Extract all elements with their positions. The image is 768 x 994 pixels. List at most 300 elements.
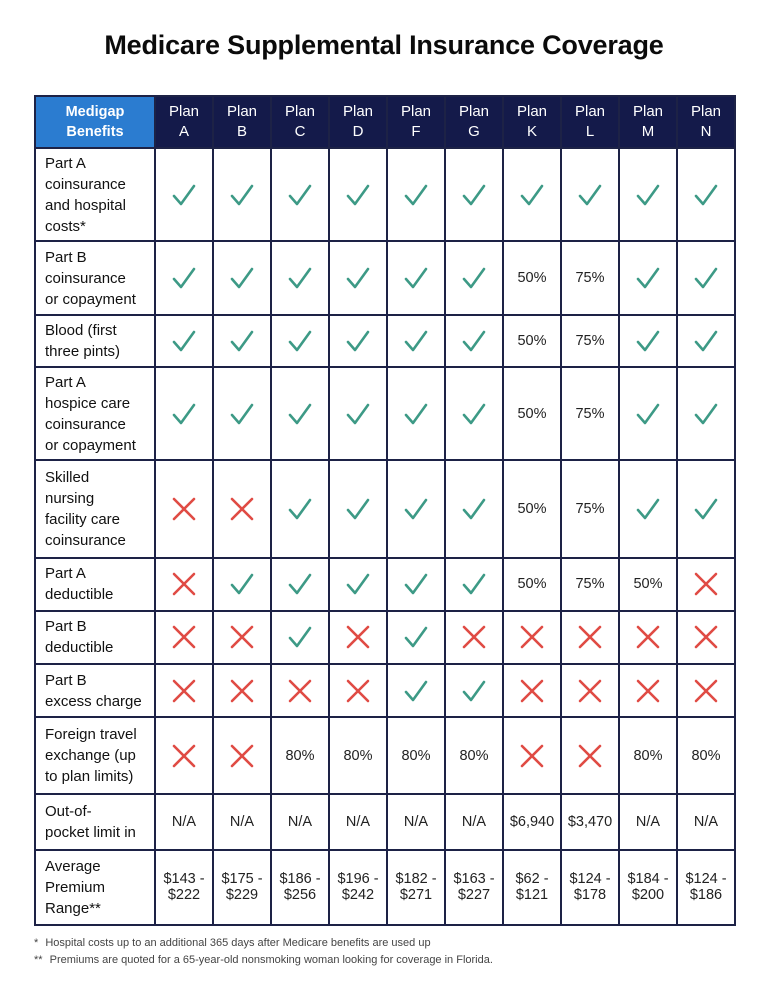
- footnote-mark: *: [34, 937, 39, 949]
- coverage-cell: [445, 558, 503, 611]
- coverage-cell: [387, 850, 445, 925]
- benefit-name-cell: [35, 558, 155, 611]
- premium-line: $175 -: [221, 871, 263, 888]
- checkmark-icon: [691, 180, 721, 210]
- coverage-cell: [155, 558, 213, 611]
- benefit-line: hospice care: [45, 394, 131, 412]
- coverage-cell: [503, 241, 561, 314]
- coverage-cell: [387, 664, 445, 717]
- coverage-cell: [329, 241, 387, 314]
- coverage-value: N/A: [345, 814, 371, 831]
- checkmark-icon: [401, 180, 431, 210]
- coverage-cell: [619, 148, 677, 241]
- coverage-cell: [387, 367, 445, 460]
- coverage-cell: [503, 367, 561, 460]
- table-row: [35, 460, 735, 557]
- coverage-cell: [155, 367, 213, 460]
- premium-line: $222: [167, 887, 201, 904]
- coverage-cell: [271, 611, 329, 664]
- plan-letter: C: [294, 123, 306, 140]
- premium-line: $143 -: [163, 871, 205, 888]
- coverage-value: 50%: [633, 576, 663, 593]
- coverage-cell: [561, 148, 619, 241]
- coverage-cell: [329, 460, 387, 557]
- plan-b-header: [213, 96, 271, 148]
- coverage-cell: [387, 315, 445, 367]
- coverage-cell: [271, 664, 329, 717]
- table-header-row: [35, 96, 735, 148]
- benefit-line: Part B: [45, 618, 87, 636]
- premium-line: $242: [341, 887, 375, 904]
- checkmark-icon: [285, 569, 315, 599]
- coverage-cell: [677, 148, 735, 241]
- checkmark-icon: [633, 326, 663, 356]
- coverage-cell: [503, 794, 561, 849]
- coverage-cell: [271, 367, 329, 460]
- checkmark-icon: [343, 399, 373, 429]
- checkmark-icon: [691, 399, 721, 429]
- cross-icon: [691, 622, 721, 652]
- benefit-line: Blood (first: [45, 321, 117, 339]
- benefit-line: coinsurance: [45, 175, 126, 193]
- checkmark-icon: [401, 494, 431, 524]
- plan-letter: A: [178, 123, 189, 140]
- coverage-value: 50%: [517, 500, 547, 517]
- plan-label: Plan: [342, 103, 374, 120]
- checkmark-icon: [401, 326, 431, 356]
- coverage-cell: [619, 717, 677, 794]
- plan-letter: F: [411, 123, 421, 140]
- coverage-value: 50%: [517, 576, 547, 593]
- coverage-cell: [445, 460, 503, 557]
- coverage-cell: [155, 717, 213, 794]
- coverage-cell: [155, 241, 213, 314]
- coverage-cell: [619, 850, 677, 925]
- coverage-value: 80%: [691, 747, 721, 764]
- coverage-table: [34, 95, 736, 926]
- coverage-cell: [155, 664, 213, 717]
- checkmark-icon: [227, 399, 257, 429]
- coverage-cell: [387, 558, 445, 611]
- plan-label: Plan: [226, 103, 258, 120]
- coverage-cell: [213, 367, 271, 460]
- coverage-cell: [677, 367, 735, 460]
- premium-line: $196 -: [337, 871, 379, 888]
- coverage-value: $3,470: [567, 814, 613, 831]
- coverage-cell: [271, 241, 329, 314]
- checkmark-icon: [227, 326, 257, 356]
- coverage-value: 75%: [575, 270, 605, 286]
- checkmark-icon: [285, 399, 315, 429]
- coverage-cell: [503, 717, 561, 794]
- coverage-cell: [213, 794, 271, 849]
- coverage-cell: [445, 664, 503, 717]
- checkmark-icon: [459, 569, 489, 599]
- premium-line: $182 -: [395, 871, 437, 888]
- plan-letter: K: [526, 123, 537, 140]
- coverage-cell: [213, 664, 271, 717]
- coverage-cell: [155, 460, 213, 557]
- coverage-cell: [213, 850, 271, 925]
- checkmark-icon: [169, 326, 199, 356]
- plan-label: Plan: [574, 103, 606, 120]
- table-row: [35, 315, 735, 367]
- coverage-cell: [677, 794, 735, 849]
- coverage-cell: [271, 850, 329, 925]
- plan-c-header: [271, 96, 329, 148]
- coverage-cell: [561, 558, 619, 611]
- coverage-cell: [387, 241, 445, 314]
- coverage-cell: [503, 664, 561, 717]
- coverage-cell: [329, 717, 387, 794]
- coverage-cell: [329, 367, 387, 460]
- coverage-cell: [619, 611, 677, 664]
- page-title: Medicare Supplemental Insurance Coverage: [104, 30, 664, 60]
- cross-icon: [343, 622, 373, 652]
- benefit-line: excess charge: [45, 692, 142, 710]
- footnote-mark: **: [34, 954, 43, 966]
- coverage-value: 50%: [517, 270, 547, 286]
- coverage-value: N/A: [461, 814, 487, 831]
- coverage-value: N/A: [229, 814, 255, 831]
- coverage-value: 75%: [575, 500, 605, 517]
- benefit-line: three pints): [45, 342, 121, 360]
- benefit-line: pocket limit in: [45, 824, 136, 842]
- coverage-cell: [445, 367, 503, 460]
- plan-label: Plan: [632, 103, 664, 120]
- checkmark-icon: [459, 676, 489, 706]
- coverage-cell: [503, 148, 561, 241]
- coverage-cell: [445, 241, 503, 314]
- benefit-name-cell: [35, 460, 155, 557]
- coverage-value: 75%: [575, 576, 605, 593]
- table-row: [35, 717, 735, 794]
- coverage-cell: [503, 611, 561, 664]
- plan-m-header: [619, 96, 677, 148]
- premium-line: $271: [399, 887, 433, 904]
- checkmark-icon: [691, 494, 721, 524]
- checkmark-icon: [227, 569, 257, 599]
- plan-label: Plan: [284, 103, 316, 120]
- coverage-value: 80%: [633, 747, 663, 764]
- benefit-line: deductible: [45, 586, 114, 604]
- cross-icon: [343, 676, 373, 706]
- checkmark-icon: [575, 180, 605, 210]
- coverage-cell: [155, 611, 213, 664]
- checkmark-icon: [285, 263, 315, 293]
- premium-line: $184 -: [627, 871, 669, 888]
- coverage-cell: [213, 241, 271, 314]
- coverage-cell: [271, 717, 329, 794]
- plan-k-header: [503, 96, 561, 148]
- coverage-cell: [155, 148, 213, 241]
- coverage-cell: [561, 717, 619, 794]
- coverage-cell: [213, 460, 271, 557]
- benefit-line: Part B: [45, 248, 87, 266]
- benefit-line: Range**: [45, 899, 101, 917]
- footnote-text: Hospital costs up to an additional 365 days after Medicare benefits are used up: [45, 937, 431, 949]
- checkmark-icon: [343, 263, 373, 293]
- coverage-value: N/A: [693, 814, 719, 831]
- cross-icon: [227, 494, 257, 524]
- coverage-cell: [561, 611, 619, 664]
- checkmark-icon: [285, 326, 315, 356]
- benefit-line: or copayment: [45, 436, 136, 454]
- checkmark-icon: [633, 263, 663, 293]
- cross-icon: [459, 622, 489, 652]
- plan-label: Plan: [168, 103, 200, 120]
- coverage-cell: [387, 148, 445, 241]
- table-row: [35, 241, 735, 314]
- premium-line: $62 -: [515, 871, 549, 888]
- plan-l-header: [561, 96, 619, 148]
- coverage-cell: [561, 794, 619, 849]
- table-row: [35, 794, 735, 849]
- benefit-name-cell: [35, 367, 155, 460]
- checkmark-icon: [343, 569, 373, 599]
- checkmark-icon: [401, 569, 431, 599]
- benefit-name-cell: [35, 664, 155, 717]
- cross-icon: [169, 676, 199, 706]
- premium-line: $186: [689, 887, 723, 904]
- checkmark-icon: [459, 263, 489, 293]
- cross-icon: [169, 622, 199, 652]
- coverage-cell: [445, 611, 503, 664]
- premium-line: $256: [283, 887, 317, 904]
- coverage-cell: [445, 794, 503, 849]
- coverage-cell: [213, 611, 271, 664]
- coverage-cell: [619, 664, 677, 717]
- plan-label: Plan: [516, 103, 548, 120]
- coverage-cell: [677, 850, 735, 925]
- benefit-name-cell: [35, 241, 155, 314]
- coverage-value: 80%: [401, 747, 431, 764]
- coverage-cell: [677, 315, 735, 367]
- plan-label: Plan: [400, 103, 432, 120]
- coverage-value: 50%: [517, 332, 547, 349]
- coverage-cell: [329, 611, 387, 664]
- benefit-line: or copayment: [45, 290, 136, 308]
- coverage-cell: [213, 148, 271, 241]
- table-row: [35, 558, 735, 611]
- coverage-cell: [329, 664, 387, 717]
- plan-d-header: [329, 96, 387, 148]
- plan-label: Plan: [690, 103, 722, 120]
- coverage-value: 80%: [343, 747, 373, 764]
- benefit-line: Average: [45, 857, 101, 875]
- benefit-line: Foreign travel: [45, 726, 137, 744]
- cross-icon: [227, 622, 257, 652]
- cross-icon: [691, 569, 721, 599]
- checkmark-icon: [633, 399, 663, 429]
- plan-letter: M: [641, 123, 655, 140]
- cross-icon: [575, 622, 605, 652]
- coverage-cell: [445, 850, 503, 925]
- checkmark-icon: [343, 180, 373, 210]
- cross-icon: [285, 676, 315, 706]
- plan-n-header: [677, 96, 735, 148]
- benefit-line: Premium: [45, 878, 106, 896]
- coverage-cell: [329, 558, 387, 611]
- checkmark-icon: [401, 263, 431, 293]
- coverage-cell: [387, 611, 445, 664]
- benefit-name-cell: [35, 717, 155, 794]
- checkmark-icon: [343, 326, 373, 356]
- coverage-cell: [619, 558, 677, 611]
- coverage-cell: [677, 664, 735, 717]
- coverage-cell: [619, 460, 677, 557]
- benefit-line: to plan limits): [45, 768, 134, 786]
- coverage-cell: [677, 241, 735, 314]
- cross-icon: [169, 741, 199, 771]
- benefit-line: coinsurance: [45, 415, 126, 433]
- coverage-cell: [213, 717, 271, 794]
- benefit-line: nursing: [45, 489, 95, 507]
- checkmark-icon: [169, 399, 199, 429]
- coverage-value: N/A: [403, 814, 429, 831]
- premium-line: $186 -: [279, 871, 321, 888]
- cross-icon: [691, 676, 721, 706]
- coverage-value: N/A: [635, 814, 661, 831]
- benefit-line: Part B: [45, 671, 87, 689]
- coverage-cell: [503, 460, 561, 557]
- benefit-name-cell: [35, 315, 155, 367]
- plan-a-header: [155, 96, 213, 148]
- benefit-name-cell: [35, 794, 155, 849]
- coverage-cell: [387, 794, 445, 849]
- checkmark-icon: [691, 263, 721, 293]
- plan-letter: D: [352, 123, 364, 140]
- plan-f-header: [387, 96, 445, 148]
- footnote-text: Premiums are quoted for a 65-year-old nonsmoking woman looking for coverage in Florida.: [49, 954, 493, 966]
- coverage-cell: [445, 717, 503, 794]
- coverage-value: 80%: [285, 747, 315, 764]
- benefit-line: exchange (up: [45, 747, 136, 765]
- table-row: [35, 611, 735, 664]
- checkmark-icon: [227, 180, 257, 210]
- plan-letter: L: [585, 123, 595, 140]
- coverage-cell: [677, 611, 735, 664]
- benefit-line: Part A: [45, 373, 86, 391]
- coverage-cell: [619, 315, 677, 367]
- checkmark-icon: [285, 180, 315, 210]
- cross-icon: [169, 494, 199, 524]
- cross-icon: [227, 741, 257, 771]
- checkmark-icon: [401, 622, 431, 652]
- coverage-cell: [271, 148, 329, 241]
- coverage-cell: [445, 148, 503, 241]
- coverage-cell: [213, 558, 271, 611]
- checkmark-icon: [633, 180, 663, 210]
- checkmark-icon: [459, 494, 489, 524]
- coverage-cell: [561, 315, 619, 367]
- table-row: [35, 664, 735, 717]
- checkmark-icon: [169, 263, 199, 293]
- coverage-value: N/A: [287, 814, 313, 831]
- benefit-line: Out-of-: [45, 803, 92, 821]
- benefit-name-cell: [35, 850, 155, 925]
- benefit-line: Skilled: [45, 468, 90, 486]
- benefit-line: and hospital: [45, 196, 126, 214]
- coverage-cell: [213, 315, 271, 367]
- checkmark-icon: [401, 399, 431, 429]
- table-body: [35, 148, 735, 925]
- plan-letter: G: [468, 123, 480, 140]
- checkmark-icon: [285, 494, 315, 524]
- checkmark-icon: [517, 180, 547, 210]
- coverage-cell: [387, 460, 445, 557]
- coverage-cell: [561, 241, 619, 314]
- footnote-premiums: [34, 952, 734, 969]
- coverage-cell: [561, 460, 619, 557]
- checkmark-icon: [459, 180, 489, 210]
- table-row: [35, 148, 735, 241]
- checkmark-icon: [343, 494, 373, 524]
- benefit-line: coinsurance: [45, 269, 126, 287]
- coverage-value: 80%: [459, 747, 489, 764]
- plan-letter: N: [700, 123, 712, 140]
- benefit-name-cell: [35, 611, 155, 664]
- coverage-cell: [619, 241, 677, 314]
- checkmark-icon: [227, 263, 257, 293]
- cross-icon: [575, 676, 605, 706]
- coverage-value: 75%: [575, 332, 605, 349]
- coverage-cell: [677, 460, 735, 557]
- coverage-cell: [329, 315, 387, 367]
- cross-icon: [169, 569, 199, 599]
- coverage-cell: [503, 558, 561, 611]
- cross-icon: [517, 676, 547, 706]
- benefit-line: deductible: [45, 639, 114, 657]
- checkmark-icon: [285, 622, 315, 652]
- premium-line: $229: [225, 887, 259, 904]
- premium-line: $124 -: [569, 871, 611, 888]
- plan-g-header: [445, 96, 503, 148]
- cross-icon: [517, 741, 547, 771]
- benefit-line: facility care: [45, 510, 121, 528]
- plan-letter: B: [236, 123, 247, 140]
- checkmark-icon: [401, 676, 431, 706]
- coverage-cell: [155, 850, 213, 925]
- benefit-line: Part A: [45, 565, 86, 583]
- coverage-cell: [619, 794, 677, 849]
- premium-line: $163 -: [453, 871, 495, 888]
- plan-label: Plan: [458, 103, 490, 120]
- coverage-cell: [271, 460, 329, 557]
- coverage-cell: [387, 717, 445, 794]
- benefit-line: Part A: [45, 154, 86, 172]
- coverage-cell: [329, 850, 387, 925]
- coverage-cell: [271, 315, 329, 367]
- coverage-cell: [561, 664, 619, 717]
- header-line: Benefits: [66, 124, 124, 140]
- footnote-hospital: [34, 935, 734, 952]
- coverage-cell: [677, 558, 735, 611]
- premium-line: $200: [631, 887, 665, 904]
- benefit-name-cell: [35, 148, 155, 241]
- premium-line: $124 -: [685, 871, 727, 888]
- benefit-line: costs*: [45, 217, 86, 235]
- table-row: [35, 367, 735, 460]
- cross-icon: [575, 741, 605, 771]
- coverage-cell: [677, 717, 735, 794]
- coverage-cell: [619, 367, 677, 460]
- checkmark-icon: [459, 326, 489, 356]
- premium-line: $227: [457, 887, 491, 904]
- cross-icon: [633, 622, 663, 652]
- coverage-cell: [271, 558, 329, 611]
- coverage-value: 75%: [575, 405, 605, 422]
